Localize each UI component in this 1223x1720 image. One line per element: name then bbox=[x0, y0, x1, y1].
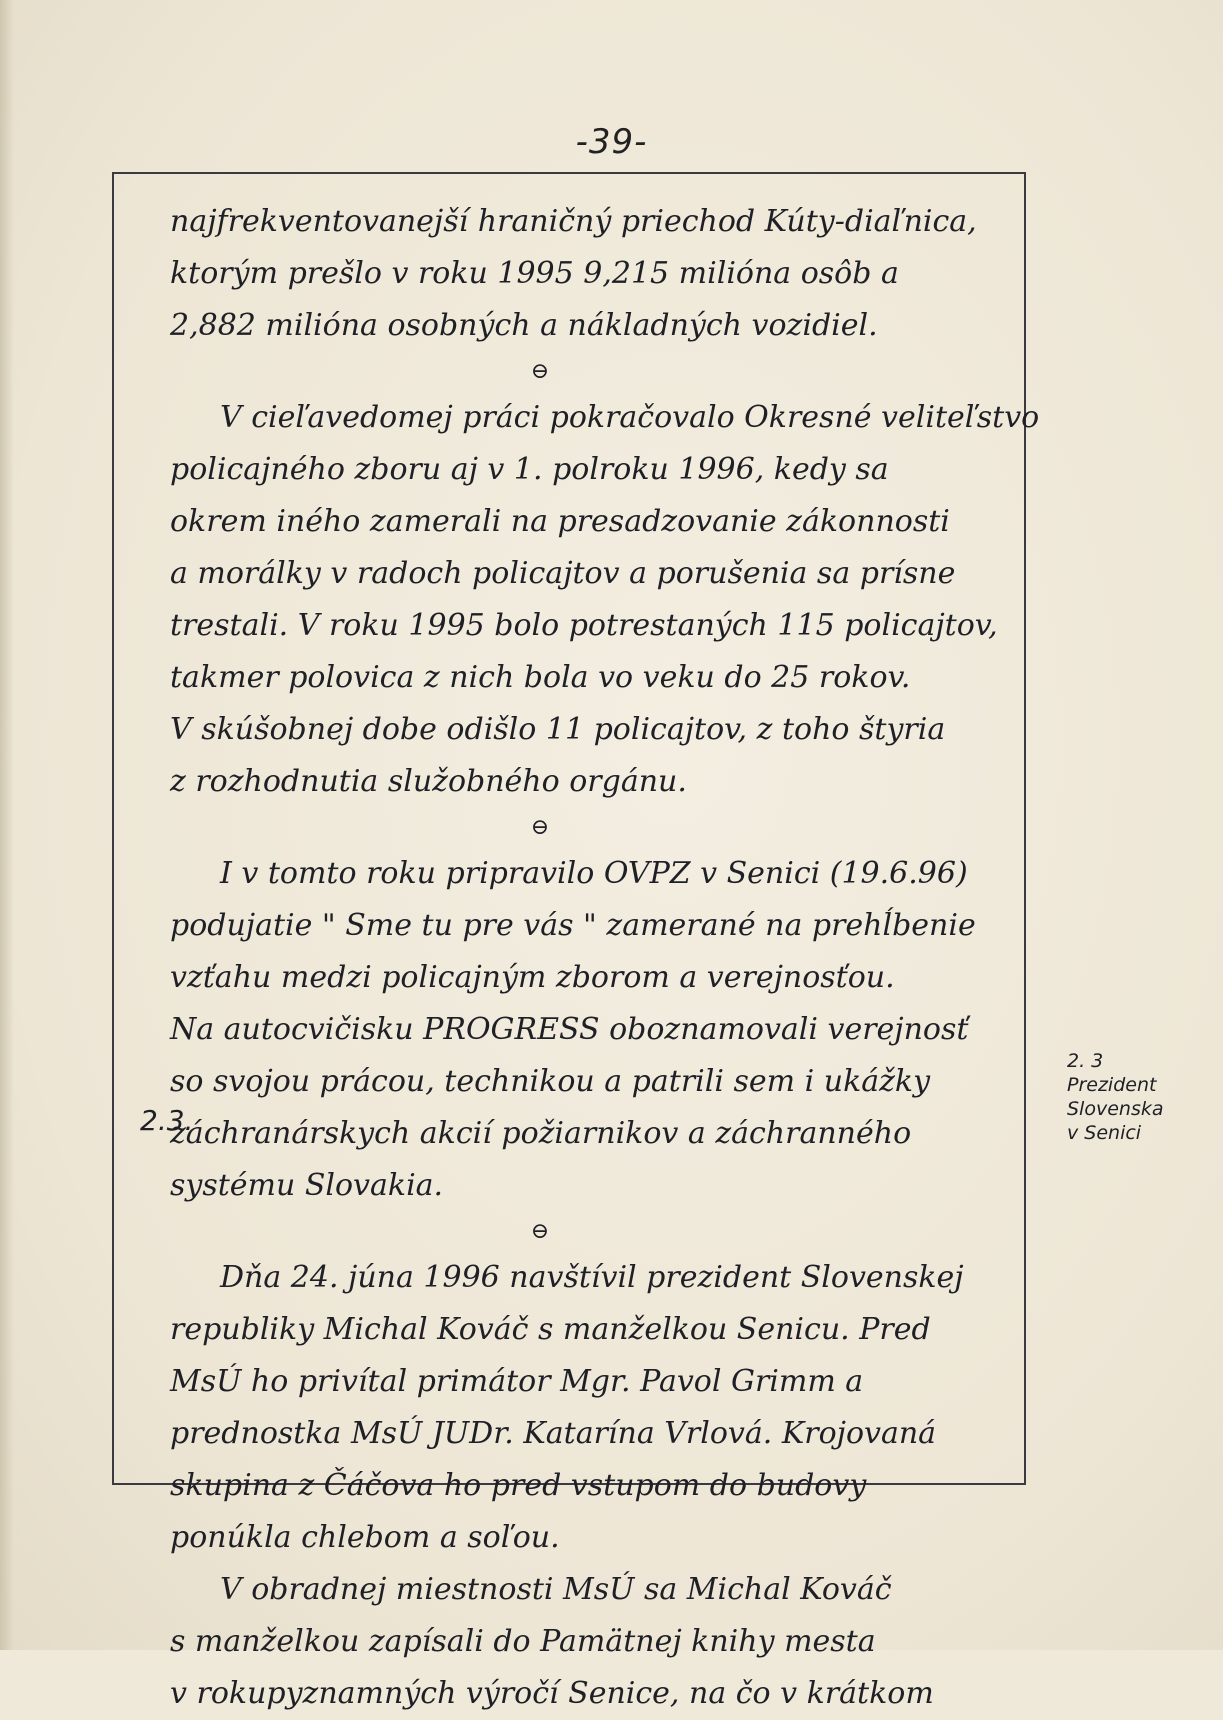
text-line: a morálky v radoch policajtov a porušenia sa prísne bbox=[170, 556, 956, 591]
text-line: s manželkou zapísali do Pamätnej knihy mesta bbox=[170, 1624, 876, 1659]
section-separator: ⊖ bbox=[530, 1219, 550, 1244]
text-line: najfrekventovanejší hraničný priechod Kúty-diaľnica, bbox=[170, 204, 977, 239]
page-number: -39- bbox=[575, 122, 648, 162]
text-line: systému Slovakia. bbox=[170, 1168, 444, 1203]
section-number: 2.3. bbox=[140, 1104, 194, 1137]
text-line: prednostka MsÚ JUDr. Katarína Vrlová. Krojovaná bbox=[170, 1416, 937, 1451]
section-separator: ⊖ bbox=[530, 359, 550, 384]
text-line: V skúšobnej dobe odišlo 11 policajtov, z toho štyria bbox=[170, 712, 946, 747]
text-line: Dňa 24. júna 1996 navštívil prezident Slovenskej bbox=[220, 1260, 964, 1295]
text-line: podujatie " Sme tu pre vás " zamerané na prehĺbenie bbox=[170, 908, 976, 943]
section-separator: ⊖ bbox=[530, 815, 550, 840]
paragraph-1 bbox=[170, 196, 1030, 352]
text-line: v rokupyznamných výročí Senice, na čo v krátkom bbox=[170, 1676, 934, 1711]
text-line: republiky Michal Kováč s manželkou Senicu. Pred bbox=[170, 1312, 931, 1347]
text-line: z rozhodnutia služobného orgánu. bbox=[170, 764, 687, 799]
text-line: záchranárskych akcií požiarnikov a záchranného bbox=[170, 1116, 912, 1151]
margin-note-line: v Senici bbox=[1067, 1122, 1142, 1144]
text-line: V obradnej miestnosti MsÚ sa Michal Kováč bbox=[220, 1572, 892, 1607]
text-line: 2,882 milióna osobných a nákladných vozidiel. bbox=[170, 308, 878, 343]
paragraph-3 bbox=[170, 848, 1030, 1212]
text-line: V cieľavedomej práci pokračovalo Okresné veliteľstvo bbox=[220, 400, 1040, 435]
text-line: skupina z Čáčova ho pred vstupom do budovy bbox=[170, 1468, 867, 1503]
text-line: takmer polovica z nich bola vo veku do 25 rokov. bbox=[170, 660, 911, 695]
text-line: Na autocvičisku PROGRESS oboznamovali verejnosť bbox=[170, 1012, 969, 1047]
paragraph-2 bbox=[170, 392, 1040, 808]
text-line: I v tomto roku pripravilo OVPZ v Senici (19.6.96) bbox=[220, 856, 968, 891]
page-binding-edge bbox=[0, 0, 14, 1650]
text-line: okrem iného zamerali na presadzovanie zákonnosti bbox=[170, 504, 950, 539]
text-line: MsÚ ho privítal primátor Mgr. Pavol Grimm a bbox=[170, 1364, 864, 1399]
paragraph-4 bbox=[170, 1252, 1030, 1564]
margin-note-line: Slovenska bbox=[1067, 1098, 1164, 1120]
text-line: trestali. V roku 1995 bolo potrestaných 115 policajtov, bbox=[170, 608, 998, 643]
margin-note-line: Prezident bbox=[1067, 1074, 1157, 1096]
margin-note bbox=[1067, 1049, 1217, 1145]
text-line: so svojou prácou, technikou a patrili sem i ukážky bbox=[170, 1064, 931, 1099]
margin-note-line: 2. 3 bbox=[1067, 1050, 1104, 1072]
text-line: vzťahu medzi policajným zborom a verejnosťou. bbox=[170, 960, 895, 995]
text-line: ktorým prešlo v roku 1995 9,215 milióna osôb a bbox=[170, 256, 899, 291]
paragraph-5 bbox=[170, 1564, 1030, 1720]
handwritten-text bbox=[170, 196, 1040, 1720]
text-line: ponúkla chlebom a soľou. bbox=[170, 1520, 560, 1555]
text-line: policajného zboru aj v 1. polroku 1996, kedy sa bbox=[170, 452, 889, 487]
